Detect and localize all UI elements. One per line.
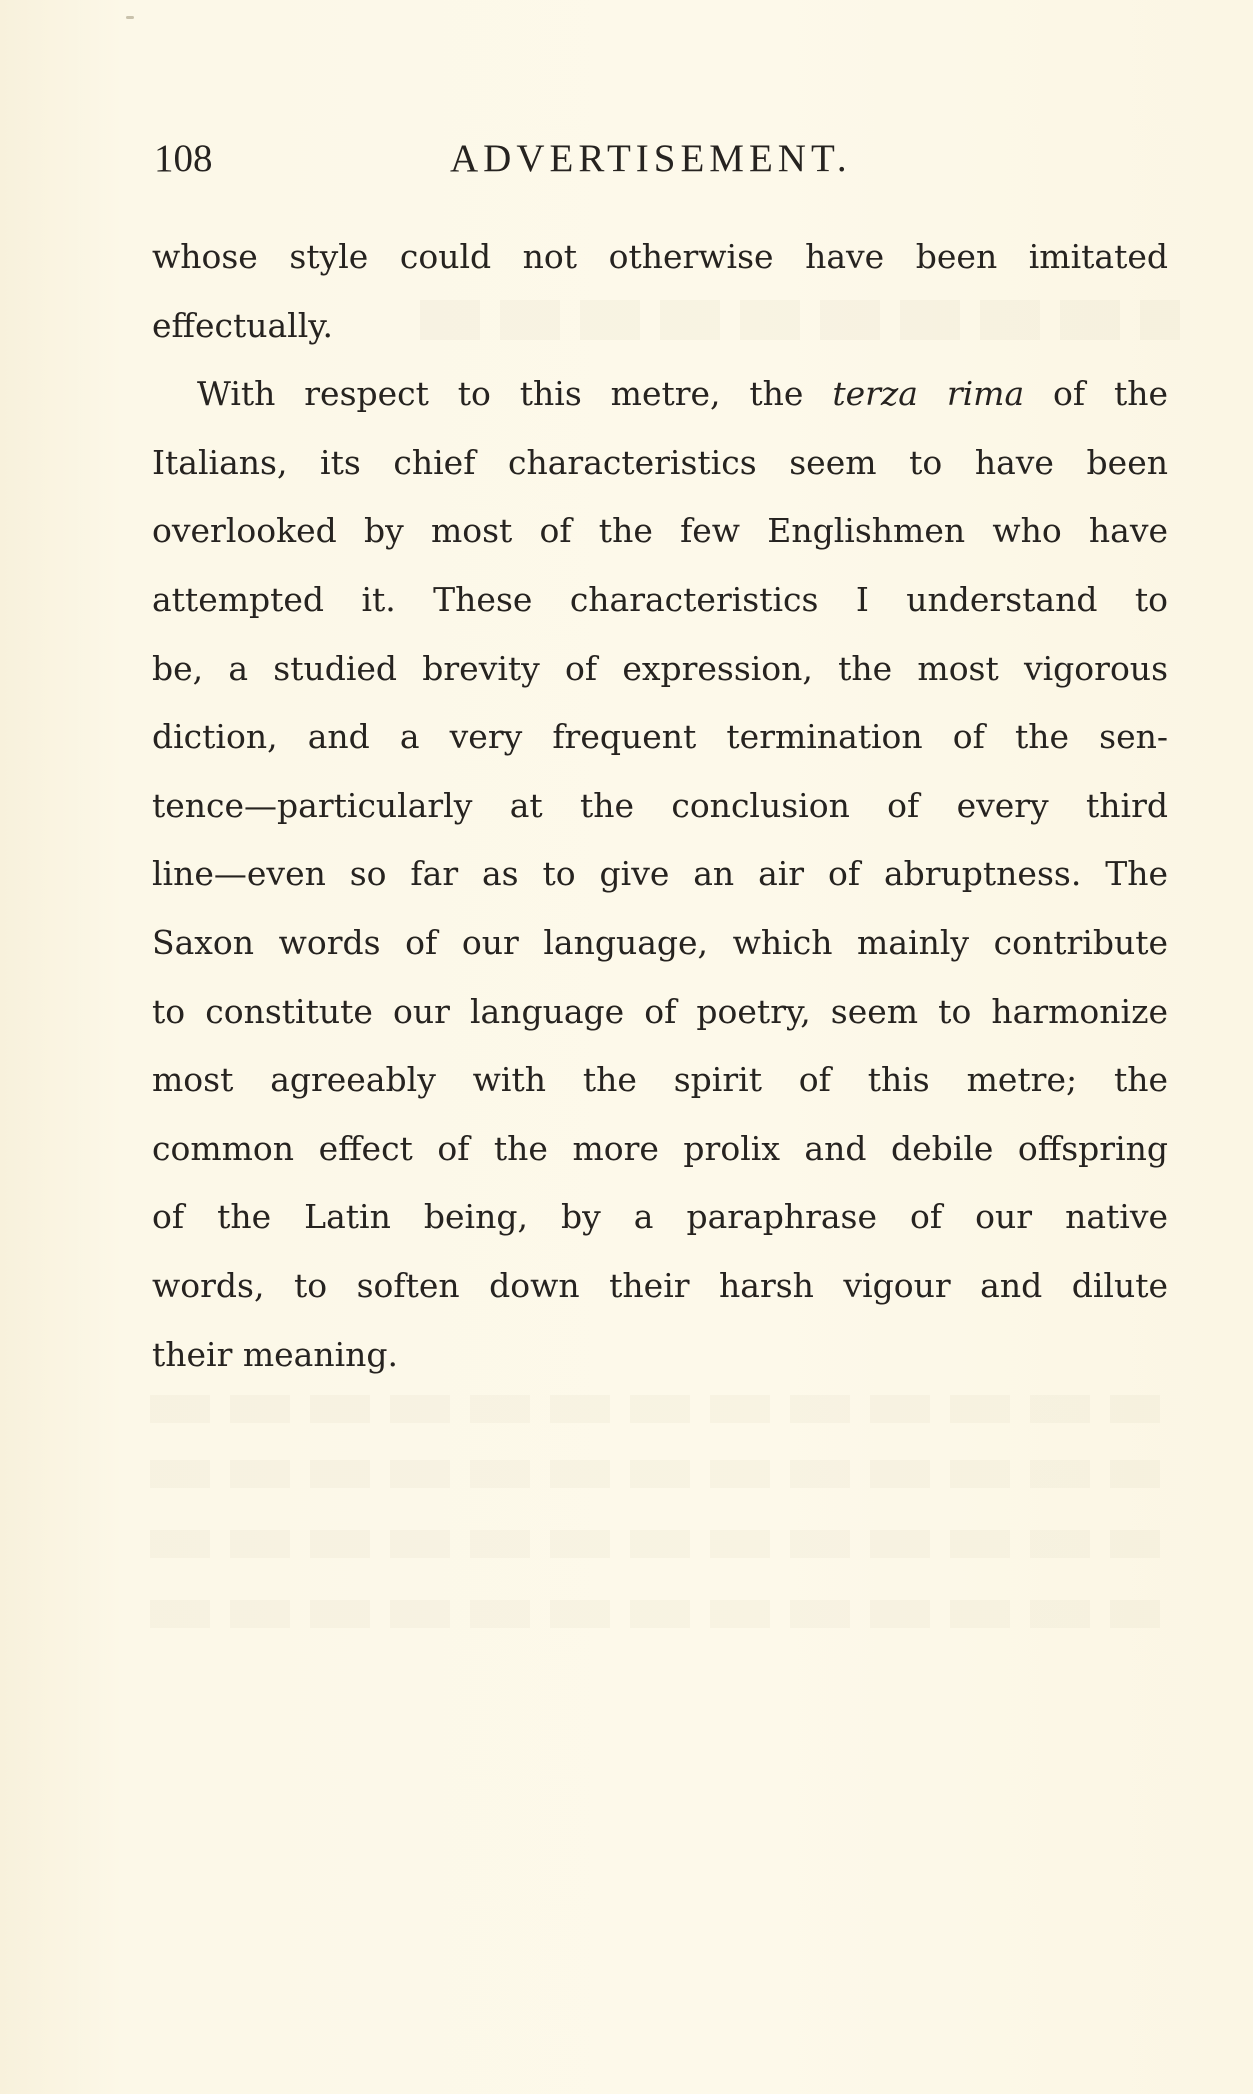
text-line: Italians, its chief characteristics seem to have been (152, 442, 1168, 482)
bleed-through-shadow (150, 1395, 1160, 1423)
text-line: diction, and a very frequent termination of the sen- (152, 717, 1168, 757)
text-line: most agreeably with the spirit of this metre; the (152, 1060, 1168, 1100)
body-text (152, 223, 1168, 1389)
text-line: overlooked by most of the few Englishmen who have (152, 511, 1168, 551)
text-line: be, a studied brevity of expression, the most vigorous (152, 648, 1168, 688)
text-line: tence—particularly at the conclusion of every third (152, 785, 1168, 825)
page-speck (126, 16, 134, 19)
text-line: line—even so far as to give an air of abruptness. The (152, 854, 1168, 894)
text-line (152, 360, 1168, 429)
bleed-through-shadow (150, 1530, 1160, 1558)
italic-phrase: terza rima (832, 374, 1025, 414)
text-line: their meaning. (152, 1334, 399, 1374)
text-run: With respect to this metre, the (197, 374, 833, 414)
text-run: of the (1024, 374, 1168, 414)
text-line: words, to soften down their harsh vigour and dilute (152, 1265, 1168, 1305)
bleed-through-shadow (150, 1460, 1160, 1488)
running-head (154, 134, 1166, 184)
text-line: to constitute our language of poetry, seem to harmonize (152, 991, 1168, 1031)
text-line: common effect of the more prolix and debile offspring (152, 1128, 1168, 1168)
text-line: whose style could not otherwise have been imitated (152, 237, 1168, 276)
text-line: attempted it. These characteristics I understand to (152, 579, 1168, 619)
text-line: effectually. (152, 305, 334, 345)
page-number: 108 (154, 137, 213, 180)
page-title: ADVERTISEMENT. (450, 137, 852, 180)
text-line: of the Latin being, by a paraphrase of our native (152, 1197, 1168, 1237)
text-line: Saxon words of our language, which mainly contribute (152, 922, 1168, 962)
bleed-through-shadow (150, 1600, 1160, 1628)
